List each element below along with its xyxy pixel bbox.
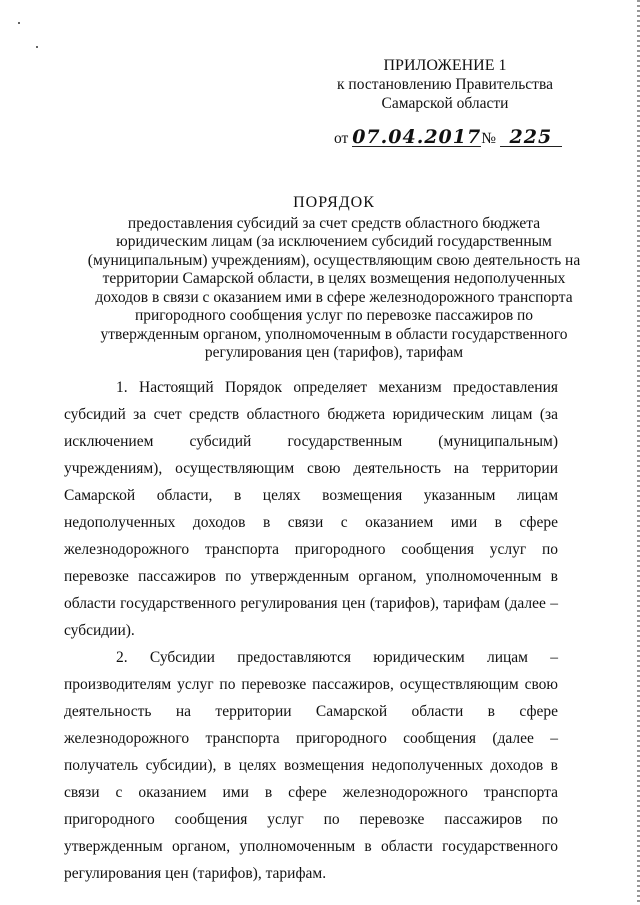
annex-block bbox=[330, 56, 560, 113]
document-body bbox=[64, 374, 558, 887]
scan-speck bbox=[18, 22, 20, 24]
annex-line-1: к постановлению Правительства bbox=[337, 76, 553, 93]
handwritten-date: 07.04.2017 bbox=[352, 126, 482, 148]
title-line: территории Самарской области, в целях возмещения недополученных bbox=[102, 270, 566, 287]
resolution-date-number bbox=[334, 128, 554, 148]
scan-speck bbox=[36, 46, 38, 48]
from-label: от bbox=[334, 130, 349, 147]
title-line: юридическим лицам (за исключением субсидий государственным bbox=[116, 233, 552, 250]
annex-line-2: Самарской области bbox=[381, 95, 509, 112]
number-label: № bbox=[481, 130, 496, 147]
title-line: регулирования цен (тарифов), тарифам bbox=[204, 344, 464, 361]
handwritten-number: 225 bbox=[500, 128, 562, 147]
title-main: ПОРЯДОК bbox=[293, 194, 375, 211]
title-line: утвержденным органом, уполномоченным в области государственного bbox=[100, 325, 568, 343]
paragraph-2: 2. Субсидии предоставляются юридическим лицам – производителям услуг по перевозке пассажиров, осуществляющим свою деятельность на территории Самарской области в сфере железнодорожного транспорта пригородного сообщения (далее – получатель субсидии), в целях возмещения недополученных доходов в связи с оказанием ими в сфере железнодорожного транспорта пригородного сообщения услуг по перевозке пассажиров по утвержденным органом, уполномоченным в области государственного регулирования цен (тарифов), тарифам. bbox=[64, 649, 558, 882]
document-title bbox=[60, 194, 608, 363]
title-line: пригородного сообщения услуг по перевозке пассажиров по bbox=[134, 307, 534, 324]
annex-heading: ПРИЛОЖЕНИЕ 1 bbox=[383, 57, 507, 74]
title-line: доходов в связи с оказанием ими в сфере железнодорожного транспорта bbox=[95, 288, 573, 306]
title-line: (муниципальным) учреждениям), осуществляющим свою деятельность на bbox=[87, 251, 581, 269]
title-line: предоставления субсидий за счет средств областного бюджета bbox=[127, 214, 541, 232]
paragraph-1: 1. Настоящий Порядок определяет механизм предоставления субсидий за счет средств областного бюджета юридическим лицам (за исключением субсидий государственным (муниципальным) учреждениям), осуществляющим свою деятельность на территории Самарской области, в целях возмещения указанным лицам недополученных доходов в связи с оказанием ими в сфере железнодорожного транспорта пригородного сообщения услуг по перевозке пассажиров по утвержденным органом, уполномоченным в области государственного регулирования цен (тарифов), тарифам (далее – субсидии). bbox=[64, 379, 558, 639]
